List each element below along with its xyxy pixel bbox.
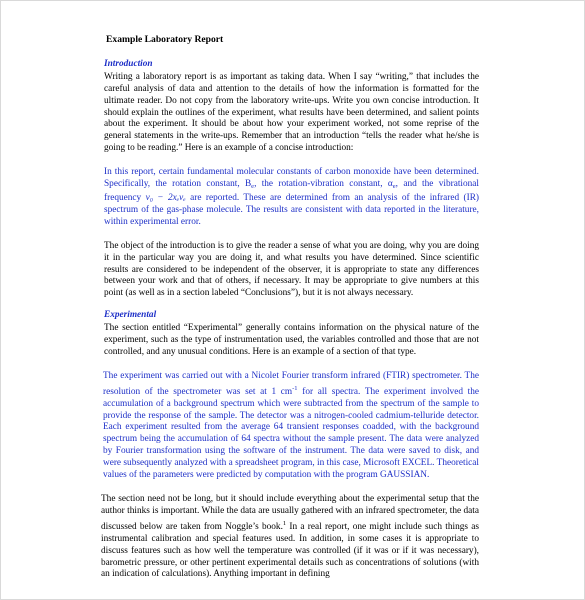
introduction-object-paragraph: The object of the introduction is to give the reader a sense of what you are doing, why you are doing it in the particular way you are doing it, and what results you have determined. Since scientific results are considered to be independent of the observer, it is appropriate to state any differences between your work and that of others, if necessary. It may be appropriate to give numbers at this point (as well as in a section labeled “Conclusions”), but it is not always necessary. [104, 240, 479, 299]
experimental-heading: Experimental [104, 310, 157, 321]
introduction-paragraph: Writing a laboratory report is as important as taking data. When I say “writing,” that includes the careful analysis of data and attention to the details of how the information is formatted for the ultimate reader. Do not copy from the laboratory write-ups. Write you own concise introduction. It should explain the outlines of the experiment, what results have been determined, and salient points about the experiment. It should be about how your experiment worked, not some reprise of the general statements in the write-ups. Remember that an introduction “tells the reader what he/she is going to be reading.” Here is an example of a concise introduction: [104, 71, 479, 154]
intro-example-subscript-2: e [392, 183, 396, 191]
exp-example-text-b: for all spectra. The experiment involved the accumulation of a background spectrum which were subtracted from the spectrum of the sample to provide the response of the sample. The detector was a nitrogen-cooled cadmium-telluride detector. Each experiment resulted from the average 64 transient responses coadded, with the background spectrum being the accumulation of 64 spectra without the sample present. The data were analyzed by Fourier transformation using the software of the instrument. The data were saved to disk, and were subsequently analyzed with a spreadsheet program, in this case, Microsoft EXCEL. Theoretical values of the parameters were predicted by computation with the program GAUSSIAN. [103, 386, 480, 481]
introduction-heading: Introduction [104, 58, 153, 69]
footnote-reference: 1 [282, 519, 287, 527]
intro-example-subscript-1: e [251, 183, 255, 191]
exp-example-superscript: -1 [292, 384, 298, 392]
experimental-example [103, 371, 479, 482]
intro-example-text-b: , the rotation-vibration constant, α [254, 179, 393, 190]
experimental-paragraph: The section entitled “Experimental” generally contains information on the physical nature of the experiment, such as the type of instrumentation used, the variables controlled and those that are not controlled, and any unusual conditions. Here is an example of a section of that type. [104, 323, 479, 357]
introduction-example [104, 167, 479, 229]
intro-example-text-c: , and the vibrational frequency [104, 179, 480, 203]
intro-example-text-a: In this report, certain fundamental molecular constants of carbon monoxide have been determined. Specifically, the rotation constant, B [104, 167, 479, 190]
exp-setup-text-a: The section need not be long, but it should include everything about the experimental setup that the author thinks is important. While the data are usually gathered with an infrared spectrometer, the data discussed below are taken from Noggle’s book. [101, 494, 479, 532]
vibrational-frequency-formula: ν₀ − 2xₑνₑ [145, 192, 186, 203]
exp-setup-text-b: In a real report, one might include such things as instrumental calibration and special features used. In addition, in some cases it is appropriate to discuss features such as how well the temperature was controlled (if it was or if it was necessary), barometric pressure, or other pertinent experimental details such as concentrations of solutions (with an indication of calculations). Anything important in defining [101, 521, 479, 580]
exp-example-text-a: The experiment was carried out with a Nicolet Fourier transform infrared (FTIR) spectrometer. The resolution of the spectrometer was set at 1 cm [103, 370, 479, 397]
document-title: Example Laboratory Report [106, 34, 224, 45]
document-body [101, 34, 479, 581]
experimental-setup-paragraph [101, 494, 479, 581]
intro-example-text-d: are reported. These are determined from an analysis of the infrared (IR) spectrum of the gas-phase molecule. The results are consistent with data reported in the literature, within experimental error. [104, 192, 480, 227]
